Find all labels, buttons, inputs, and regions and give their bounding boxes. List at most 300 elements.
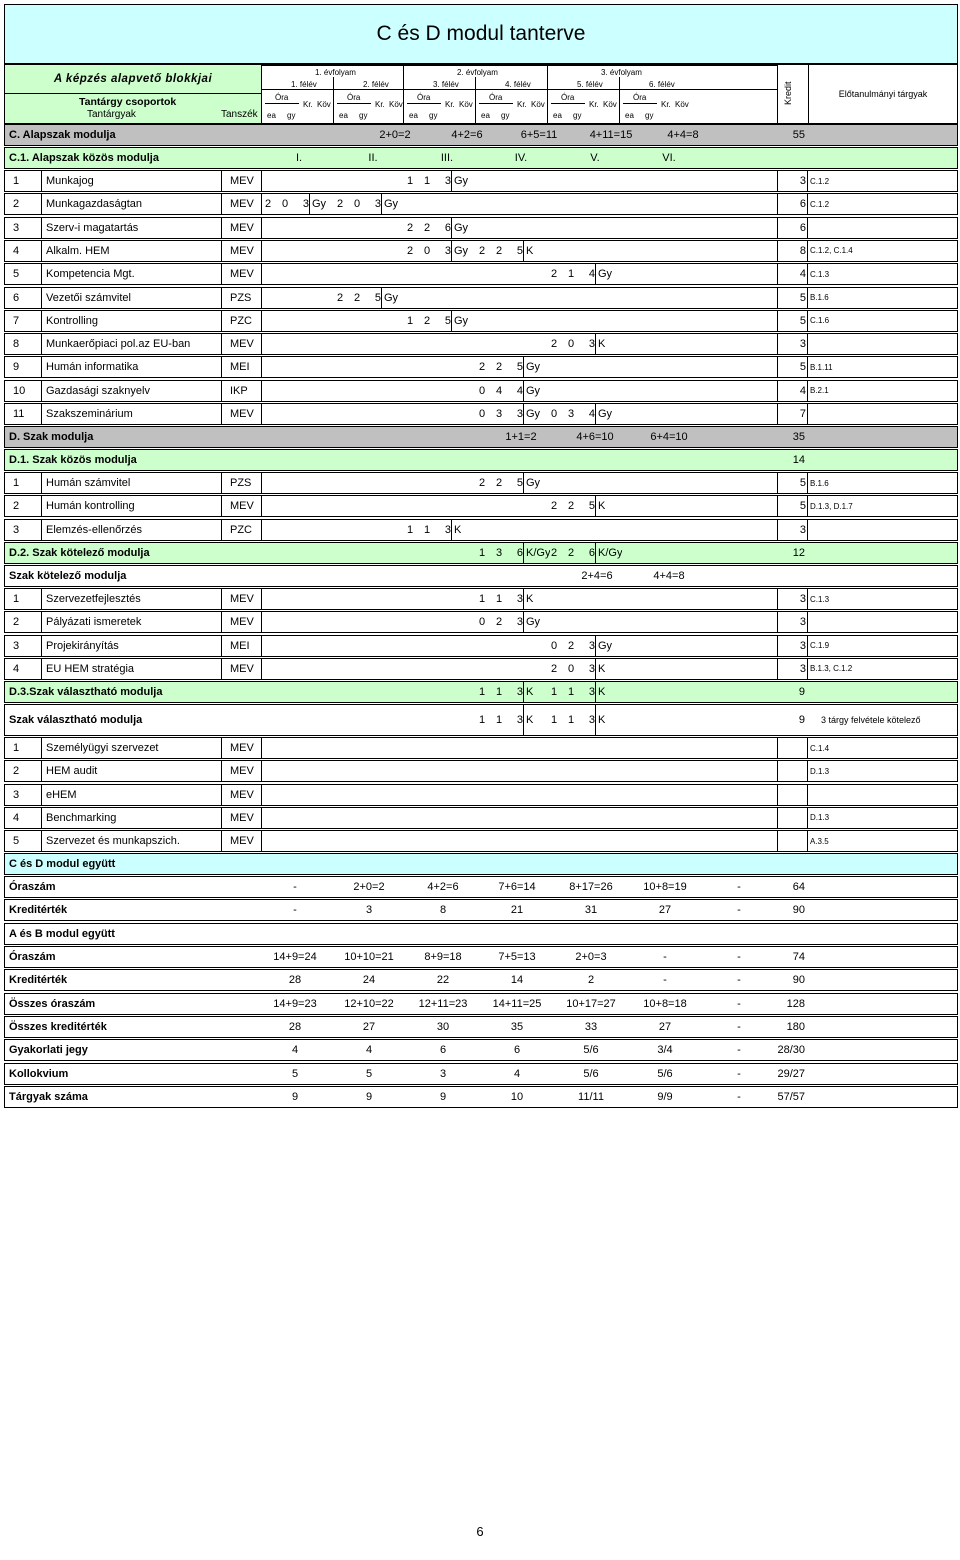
subject-name: Vezetői számvitel [41,288,226,308]
header-ora: Óra [275,93,289,102]
header-gy: gy [645,111,654,120]
header-kov: Köv [389,100,403,109]
department: PZC [221,311,290,331]
summary-value: 10+8=18 [643,997,687,1010]
summary-value: 4 [365,1044,373,1057]
summary-value: - [737,1020,741,1033]
table-row [4,760,958,782]
module-kredit: 9 [798,714,805,726]
semester-value: 1 [567,268,575,281]
kredit: 4 [777,264,806,284]
summary-row [4,1039,958,1061]
semester-value: 2 [478,361,486,374]
semester-value: 2 [550,547,558,559]
semester-value: 3 [374,198,381,211]
semester-value: 0 [478,408,486,420]
module-sem: 4+4=8 [653,570,685,582]
prerequisite: C.1.2 [807,171,960,191]
header-kov: Köv [531,100,545,109]
semester-value: 1 [478,714,486,726]
table-row [4,380,958,402]
semester-roman: III. [440,152,454,164]
header-gy: gy [429,111,438,120]
semester-value: 3 [444,523,451,536]
summary-total: 74 [792,951,805,963]
table-row [4,472,958,494]
department: MEV [221,831,290,851]
header-ora: Óra [633,93,647,102]
row-number: 10 [13,384,26,397]
row-number: 1 [13,477,20,489]
department: MEV [221,612,290,632]
header-kr: Kr. [445,100,455,109]
header-felev: 1. félév [291,80,317,89]
kredit: 3 [777,589,806,609]
module-kredit: 9 [798,686,805,698]
semester-value: 3 [588,686,595,698]
semester-value: Gy [523,473,550,493]
summary-value: 6 [439,1044,447,1057]
row-number: 1 [13,175,20,187]
subject-name: Alkalm. HEM [41,241,226,261]
subject-name: Munkajog [41,171,226,191]
prerequisite: B.1.6 [807,288,960,308]
section-row [4,923,958,945]
header-evfolyam: 2. évfolyam [457,68,498,77]
semester-value: 1 [406,314,414,327]
semester-value: 0 [353,198,361,211]
semester-value: 6 [588,547,595,559]
summary-row [4,876,958,898]
semester-value: 4 [588,268,595,281]
semester-value: Gy [523,381,550,401]
table-row [4,611,958,633]
summary-label: Óraszám [9,881,56,893]
semester-roman: II. [368,152,378,164]
summary-value: 7+5=13 [498,951,536,963]
summary-value: 14 [510,974,524,987]
semester-value: 2 [478,244,486,257]
prerequisite [807,334,960,354]
department: MEV [221,659,290,679]
summary-total: 28/30 [777,1044,805,1057]
summary-value: 7+6=14 [498,881,536,893]
prerequisite: D.1.3 [807,808,960,828]
semester-value: K [523,241,550,261]
summary-value: 9 [439,1090,447,1103]
semester-roman: VI. [662,152,676,164]
semester-value: 3 [588,338,595,351]
summary-value: - [737,881,741,893]
summary-label: Gyakorlati jegy [9,1044,88,1057]
module-kredit: 14 [792,454,805,466]
semester-roman: V. [590,152,600,164]
module-row [4,565,958,587]
summary-value: - [737,904,741,917]
summary-value: 10+8=19 [643,881,687,893]
table-row [4,658,958,680]
page-title: C és D modul tanterve [4,4,958,64]
module-label: Szak választható modulja [9,714,143,726]
prerequisite: C.1.2 [807,194,960,214]
semester-value: 6 [444,221,451,234]
semester-value: 1 [478,593,486,605]
semester-value: 5 [516,361,523,374]
semester-value: 1 [423,523,431,536]
semester-value: 5 [516,244,523,257]
summary-value: 3 [365,904,373,917]
module-label: D.2. Szak kötelező modulja [9,547,150,559]
semester-roman: I. [295,152,303,164]
semester-value: 2 [423,314,431,327]
header-evfolyam: 3. évfolyam [601,68,642,77]
module-label: Szak kötelező modulja [9,570,127,582]
semester-value: 2 [336,291,344,304]
module-kredit: 12 [792,547,805,559]
semester-value: 2 [567,547,575,559]
subject-name: Benchmarking [41,808,226,828]
prerequisite [807,785,960,805]
summary-value: 14+9=24 [273,951,317,963]
row-number: 2 [13,198,20,211]
subject-name: Humán számvitel [41,473,226,493]
semester-value: K [523,589,550,609]
kredit: 3 [777,612,806,632]
header-semesters [261,65,777,123]
summary-value: 28 [288,1020,302,1033]
semester-value: K/Gy [595,543,622,563]
semester-value: Gy [381,288,408,308]
table-row [4,217,958,239]
row-number: 1 [13,742,20,754]
department: MEV [221,808,290,828]
semester-value: 2 [264,198,272,211]
section-label: C és D modul együtt [9,858,116,870]
header-kov: Köv [603,100,617,109]
kredit: 5 [777,496,806,516]
department: MEV [221,496,290,516]
semester-value: 0 [423,244,431,257]
semester-value: 2 [336,198,344,211]
subject-name: Munkaerőpiaci pol.az EU-ban [41,334,226,354]
department: MEI [221,357,290,377]
table-row [4,403,958,425]
department: MEV [221,589,290,609]
semester-value: K [595,496,622,516]
semester-value: 1 [423,175,431,187]
row-number: 6 [13,291,20,304]
summary-value: 10+17=27 [566,997,616,1010]
department: MEV [221,171,290,191]
summary-value: - [737,1067,741,1080]
summary-row [4,899,958,921]
semester-value: Gy [595,636,622,656]
semester-value: 1 [406,523,414,536]
semester-value: 0 [281,198,289,211]
summary-value: 12+11=23 [418,997,468,1010]
table-row [4,263,958,285]
summary-value: 14+9=23 [273,997,317,1010]
prerequisite: D.1.3, D.1.7 [807,496,960,516]
kredit: 8 [777,241,806,261]
summary-value: 5 [365,1067,373,1080]
semester-value: 2 [567,500,575,513]
module-sem: 4+2=6 [451,129,483,141]
semester-value: 4 [516,384,523,397]
summary-value: 5/6 [657,1067,673,1080]
module-sem: 6+5=11 [520,129,558,141]
row-number: 8 [13,338,20,351]
semester-value: 3 [495,547,503,559]
semester-value: 1 [495,714,503,726]
header-gy: gy [501,111,510,120]
prerequisite [807,520,960,540]
prerequisite: A.3.5 [807,831,960,851]
prerequisite [807,612,960,632]
semester-value: 3 [516,714,523,726]
header-left [5,65,261,123]
module-kredit: 55 [792,129,805,141]
header-kov: Köv [675,100,689,109]
subject-name: Elemzés-ellenőrzés [41,520,226,540]
summary-value: 22 [436,974,450,987]
header-tanszek: Tanszék [221,109,258,120]
semester-value: K [523,705,550,735]
summary-value: 4 [513,1067,521,1080]
module-sem: 2+0=2 [379,129,411,141]
semester-value: 3 [516,408,523,420]
semester-value: 1 [567,714,575,726]
department: PZC [221,520,290,540]
semester-roman: IV. [514,152,528,164]
semester-value: 2 [406,244,414,257]
semester-value: 2 [567,639,575,652]
prerequisite: B.1.11 [807,357,960,377]
summary-value: - [737,1044,741,1057]
subject-name: Szervezet és munkapszich. [41,831,226,851]
semester-value: 0 [567,338,575,351]
prerequisite: C.1.9 [807,636,960,656]
summary-label: Összes kreditérték [9,1020,107,1033]
subject-name: Humán informatika [41,357,226,377]
department: PZS [221,288,290,308]
semester-value: 0 [550,639,558,652]
module-sem: 2+4=6 [581,570,613,582]
semester-value: K [523,682,550,702]
summary-value: 6 [513,1044,521,1057]
summary-label: Óraszám [9,951,56,963]
summary-value: 3/4 [657,1044,673,1057]
semester-value: 2 [478,477,486,489]
subject-name: Projekirányítás [41,636,226,656]
semester-value: 5 [374,291,381,304]
table-row [4,737,958,759]
summary-value: - [663,974,667,987]
header-felev: 2. félév [363,80,389,89]
summary-value: 2+0=2 [353,881,385,893]
summary-value: 9 [291,1090,299,1103]
summary-value: - [293,904,297,917]
semester-value: K [595,682,622,702]
summary-value: 4+2=6 [427,881,459,893]
table-row [4,635,958,657]
summary-total: 64 [792,881,805,893]
summary-label: Kreditérték [9,904,68,917]
summary-value: 11/11 [578,1090,604,1103]
subject-name: Szervezetfejlesztés [41,589,226,609]
summary-value: 24 [362,974,376,987]
header-kr: Kr. [517,100,527,109]
semester-value: 5 [516,477,523,489]
semester-value: 2 [495,244,503,257]
summary-value: 2+0=3 [575,951,607,963]
prerequisite: C.1.3 [807,264,960,284]
module-row [4,681,958,703]
header-kr: Kr. [375,100,385,109]
semester-value: 6 [516,547,523,559]
subject-name: EU HEM stratégia [41,659,226,679]
semester-value: 2 [495,361,503,374]
subject-name: Humán kontrolling [41,496,226,516]
semester-value: 3 [516,593,523,605]
department: MEV [221,738,290,758]
summary-value: 12+10=22 [344,997,394,1010]
summary-label: Kollokvium [9,1067,69,1080]
semester-value: Gy [523,357,550,377]
row-number: 11 [13,408,25,420]
semester-value: 4 [588,408,595,420]
row-number: 1 [13,593,20,605]
module-row [4,704,958,736]
semester-value: 2 [406,221,414,234]
summary-label: Összes óraszám [9,997,96,1010]
semester-value: 3 [444,244,451,257]
semester-value: 5 [588,500,595,513]
module-row [4,542,958,564]
semester-value: 0 [550,408,558,420]
prerequisite [807,218,960,238]
summary-value: 21 [510,904,524,917]
module-kredit: 35 [792,431,805,443]
summary-value: 10+10=21 [344,951,394,963]
page-number: 6 [476,1524,484,1539]
semester-value: 1 [495,686,503,698]
semester-value: 3 [516,686,523,698]
module-label: C. Alapszak modulja [9,129,116,141]
table-row [4,193,958,215]
module-sem: 4+4=8 [667,129,699,141]
semester-value: 3 [588,714,595,726]
department: MEV [221,218,290,238]
row-number: 3 [13,788,20,801]
kredit: 5 [777,311,806,331]
header-ea: ea [409,111,418,120]
summary-value: 3 [439,1067,447,1080]
subject-name: eHEM [41,785,226,805]
semester-value: 1 [495,593,503,605]
department: MEV [221,334,290,354]
summary-total: 90 [792,904,805,917]
semester-value: 0 [478,384,486,397]
subject-name: Munkagazdaságtan [41,194,226,214]
module-row [4,124,958,146]
summary-value: 5/6 [583,1044,599,1057]
semester-value: K/Gy [523,543,550,563]
section-label: A és B modul együtt [9,928,115,940]
summary-value: 30 [436,1020,450,1033]
row-number: 2 [13,500,20,513]
header-kov: Köv [459,100,473,109]
summary-value: 27 [658,1020,672,1033]
semester-value: 1 [478,547,486,559]
department: MEV [221,264,290,284]
header-ora: Óra [561,93,575,102]
semester-value: Gy [595,404,622,424]
header-felev: 3. félév [433,80,459,89]
semester-value: Gy [451,311,478,331]
subject-name: HEM audit [41,761,226,781]
semester-value: Gy [309,194,336,214]
semester-value: 3 [302,198,309,211]
prerequisite: B.2.1 [807,381,960,401]
summary-total: 29/27 [777,1067,805,1080]
header-kredit [777,65,809,123]
module-row [4,426,958,448]
semester-value: 2 [423,221,431,234]
summary-label: Tárgyak száma [9,1090,88,1103]
section-row [4,853,958,875]
summary-row [4,1016,958,1038]
prerequisite: B.1.3, C.1.2 [807,659,960,679]
module-sem: 1+1=2 [505,431,537,443]
semester-value: 2 [495,477,503,489]
semester-value: 2 [550,268,558,281]
prerequisite: B.1.6 [807,473,960,493]
header-blokk: A képzés alapvető blokkjai [5,65,261,94]
summary-value: 27 [362,1020,376,1033]
kredit: 6 [777,194,806,214]
header-gy: gy [573,111,582,120]
semester-value: 2 [550,662,558,675]
summary-value: 31 [584,904,598,917]
summary-value: 8+17=26 [569,881,613,893]
header-kr: Kr. [303,100,313,109]
summary-row [4,993,958,1015]
table-row [4,310,958,332]
row-number: 5 [13,835,20,848]
summary-value: 14+11=25 [492,997,542,1010]
summary-value: - [293,881,297,893]
semester-value: 0 [478,616,486,629]
department: MEV [221,241,290,261]
header-felev: 5. félév [577,80,603,89]
table-row [4,588,958,610]
prerequisite: C.1.4 [807,738,960,758]
semester-value: 1 [406,175,414,187]
kredit: 6 [777,218,806,238]
summary-total: 57/57 [777,1090,805,1103]
header-ora: Óra [417,93,431,102]
table-row [4,240,958,262]
row-number: 2 [13,765,20,778]
semester-value: 2 [353,291,361,304]
module-label: C.1. Alapszak közös modulja [9,152,159,164]
summary-row [4,1063,958,1085]
subject-name: Pályázati ismeretek [41,612,226,632]
module-label: D.3.Szak választható modulja [9,686,163,698]
kredit: 3 [777,171,806,191]
header-ora: Óra [489,93,503,102]
